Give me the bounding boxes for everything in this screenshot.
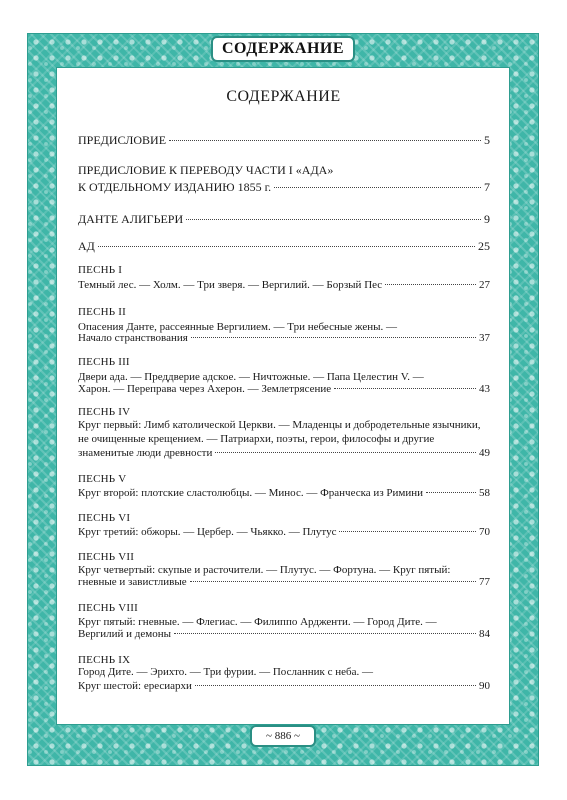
toc-entry-text: Начало странствования xyxy=(78,332,188,344)
toc-page-number: 90 xyxy=(479,680,490,692)
canto-title: ПЕСНЬ II xyxy=(78,306,126,318)
toc-entry-text: гневные и завистливые xyxy=(78,576,187,588)
dot-leader xyxy=(174,633,476,634)
dot-leader xyxy=(215,452,476,453)
toc-entry-line: Опасения Данте, рассеянные Вергилием. — Три небесные жены. — xyxy=(78,321,397,333)
canto-title: ПЕСНЬ VII xyxy=(78,551,135,563)
toc-entry-text: Круг второй: плотские сластолюбцы. — Минос. — Франческа из Римини xyxy=(78,487,424,499)
header-badge-label: СОДЕРЖАНИЕ xyxy=(221,40,345,57)
toc-entry-canto-2[interactable] xyxy=(78,331,490,346)
canto-title: ПЕСНЬ VIII xyxy=(78,602,138,614)
toc-page-number: 25 xyxy=(478,239,490,253)
dot-leader xyxy=(385,284,476,285)
canto-title: ПЕСНЬ V xyxy=(78,473,127,485)
toc-entry-text: Вергилий и демоны xyxy=(78,628,171,640)
toc-entry-text: АД xyxy=(78,239,95,253)
dot-leader xyxy=(186,219,481,220)
toc-page-number: 58 xyxy=(479,487,490,499)
toc-entry-canto-1[interactable] xyxy=(78,278,490,293)
dot-leader xyxy=(339,531,476,532)
toc-entry-dante[interactable] xyxy=(78,212,490,227)
dot-leader xyxy=(334,388,476,389)
toc-entry-text: Темный лес. — Холм. — Три зверя. — Вергилий. — Борзый Пес xyxy=(78,279,383,291)
dot-leader xyxy=(195,685,476,686)
toc-page-number: 43 xyxy=(479,383,490,395)
toc-entry-preface[interactable] xyxy=(78,133,490,148)
toc-entry-canto-7[interactable] xyxy=(78,575,490,590)
toc-page-number: 9 xyxy=(484,212,490,226)
toc-entry-line: Круг пятый: гневные. — Флегиас. — Филиппо Ардженти. — Город Дите. — xyxy=(78,616,437,628)
toc-page-number: 5 xyxy=(484,133,490,147)
toc-entry-text: знаменитые люди древности xyxy=(78,447,213,459)
toc-entry-text: Харон. — Переправа через Ахерон. — Землетрясение xyxy=(78,383,332,395)
canto-title: ПЕСНЬ III xyxy=(78,356,130,368)
canto-title: ПЕСНЬ I xyxy=(78,264,123,276)
canto-title: ПЕСНЬ VI xyxy=(78,512,131,524)
toc-entry-text: ПРЕДИСЛОВИЕ xyxy=(78,133,167,147)
toc-page-number: 7 xyxy=(484,180,490,194)
toc-entry-canto-6[interactable] xyxy=(78,525,490,540)
dot-leader xyxy=(274,187,481,188)
dot-leader xyxy=(169,140,481,141)
toc-page-number: 49 xyxy=(479,447,490,459)
toc-entry-preface2[interactable] xyxy=(78,180,490,195)
page-number-badge xyxy=(250,725,316,747)
dot-leader xyxy=(190,581,476,582)
toc-entry-text: Круг шестой: ересиархи xyxy=(78,680,192,692)
canto-title: ПЕСНЬ IX xyxy=(78,654,131,666)
toc-page-number: 27 xyxy=(479,279,490,291)
page-number: ~ 886 ~ xyxy=(266,730,300,742)
toc-entry-canto-5[interactable] xyxy=(78,486,490,501)
toc-page-number: 84 xyxy=(479,628,490,640)
toc-entry-preface2-line1[interactable]: ПРЕДИСЛОВИЕ К ПЕРЕВОДУ ЧАСТИ I «АДА» xyxy=(78,163,334,177)
toc-page-number: 70 xyxy=(479,526,490,538)
toc-entry-line: Город Дите. — Эрихто. — Три фурии. — Посланник с неба. — xyxy=(78,666,373,678)
toc-entry-text: К ОТДЕЛЬНОМУ ИЗДАНИЮ 1855 г. xyxy=(78,180,272,194)
toc-entry-canto-8[interactable] xyxy=(78,627,490,642)
toc-page-number: 77 xyxy=(479,576,490,588)
toc-entry-canto-3[interactable] xyxy=(78,382,490,397)
toc-entry-line: Круг четвертый: скупые и расточители. — Плутус. — Фортуна. — Круг пятый: xyxy=(78,564,451,576)
toc-entry-canto-4[interactable] xyxy=(78,446,490,461)
dot-leader xyxy=(426,492,476,493)
page-title: СОДЕРЖАНИЕ xyxy=(226,88,341,105)
toc-entry-line: не очищенные крещением. — Патриархи, поэты, герои, философы и другие xyxy=(78,433,435,445)
toc-entry-canto-9[interactable] xyxy=(78,679,490,694)
toc-entry-text: ДАНТЕ АЛИГЬЕРИ xyxy=(78,212,184,226)
dot-leader xyxy=(98,246,475,247)
toc-entry-ad[interactable] xyxy=(78,239,490,254)
dot-leader xyxy=(191,337,476,338)
toc-entry-line: Круг первый: Лимб католической Церкви. — Младенцы и добродетельные язычники, xyxy=(78,419,481,431)
toc-page-number: 37 xyxy=(479,332,490,344)
toc-entry-line: Двери ада. — Преддверие адское. — Ничтожные. — Папа Целестин V. — xyxy=(78,371,424,383)
toc-entry-text: Круг третий: обжоры. — Цербер. — Чьякко. — Плутус xyxy=(78,526,337,538)
canto-title: ПЕСНЬ IV xyxy=(78,406,131,418)
header-badge xyxy=(211,36,355,62)
